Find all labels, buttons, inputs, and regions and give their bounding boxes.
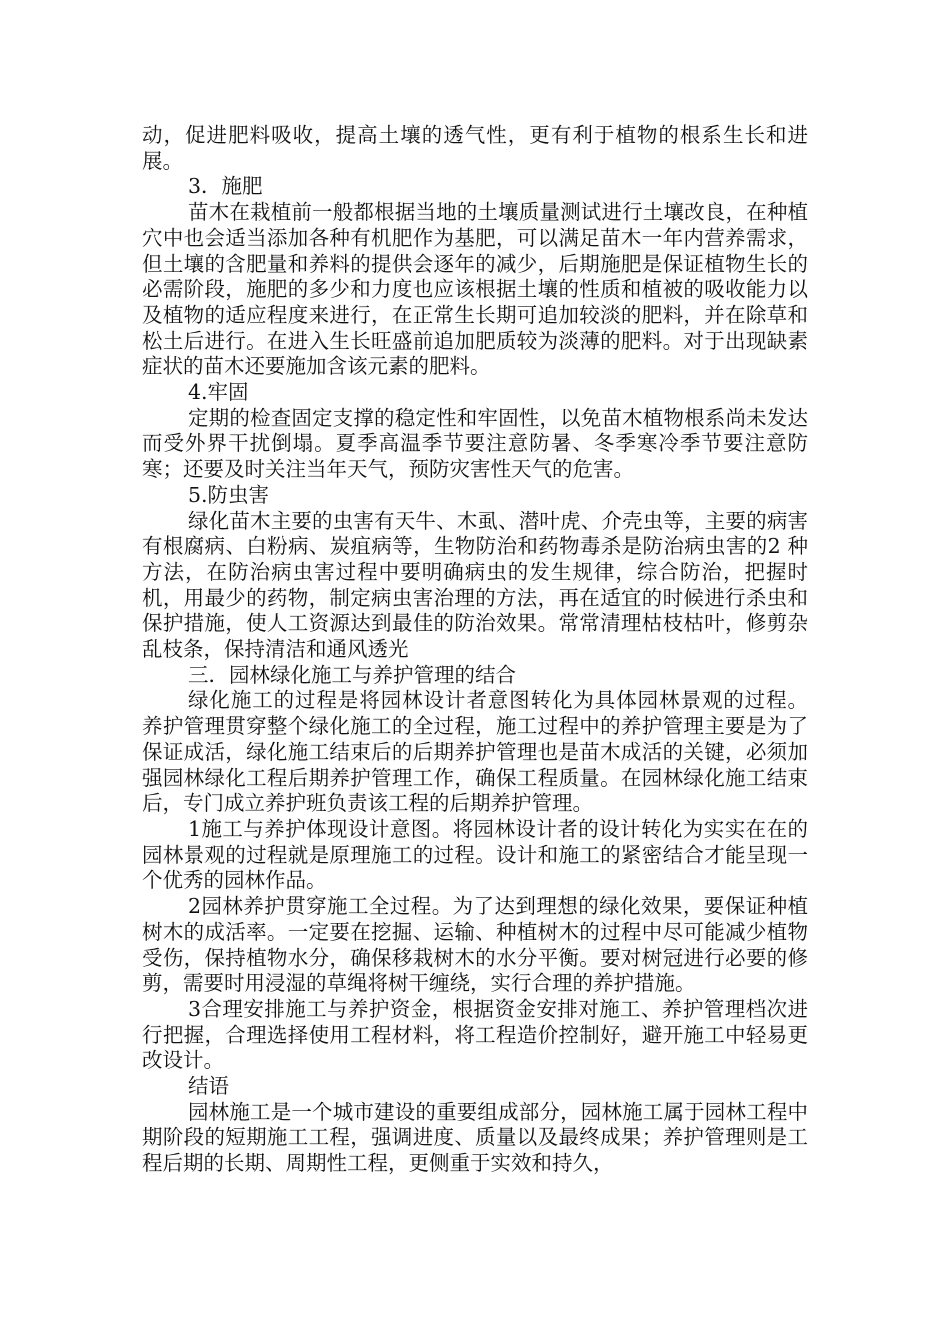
paragraph-point-2: 2园林养护贯穿施工全过程。为了达到理想的绿化效果，要保证种植树木的成活率。一定要在挖掘、运输、种植树木的过程中尽可能减少植物受伤，保持植物水分，确保移栽树木的水分平衡。要对树冠进行必要的修剪，需要时用浸湿的草绳将树干缠绕，实行合理的养护措施。 <box>142 894 808 996</box>
paragraph-securing: 定期的检查固定支撑的稳定性和牢固性，以免苗木植物根系尚未发达而受外界干扰倒塌。夏季高温季节要注意防暑、冬季寒冷季节要注意防寒；还要及时关注当年天气，预防灾害性天气的危害。 <box>142 405 808 482</box>
heading-pest-control: 5.防虫害 <box>188 482 270 507</box>
paragraph-conclusion: 园林施工是一个城市建设的重要组成部分，园林施工属于园林工程中期阶段的短期施工工程，强调进度、质量以及最终成果；养护管理则是工程后期的长期、周期性工程，更侧重于实效和持久， <box>142 1099 808 1176</box>
paragraph-continuation: 动，促进肥料吸收，提高土壤的透气性，更有利于植物的根系生长和进展。 <box>142 123 808 173</box>
paragraph-pest-control: 绿化苗木主要的虫害有天牛、木虱、潜叶虎、介壳虫等，主要的病害有根腐病、白粉病、炭疽病等，生物防治和药物毒杀是防治病虫害的2 种方法，在防治病虫害过程中要明确病虫的发生规律，综合防治，把握时机，用最少的药物，制定病虫害治理的方法，再在适宜的时候进行杀虫和保护措施，使人工资源达到最佳的防治效果。常常清理枯枝枯叶，修剪杂乱枝条，保持清洁和通风透光 <box>142 508 808 662</box>
heading-section-three: 三．园林绿化施工与养护管理的结合 <box>188 662 516 687</box>
heading-securing: 4.牢固 <box>188 380 249 405</box>
heading-fertilizing: 3．施肥 <box>188 174 263 199</box>
paragraph-fertilizing: 苗木在栽植前一般都根据当地的土壤质量测试进行土壤改良，在种植穴中也会适当添加各种有机肥作为基肥，可以满足苗木一年内营养需求，但土壤的含肥量和养料的提供会逐年的减少，后期施肥是保证植物生长的必需阶段，施肥的多少和力度也应该根据土壤的性质和植被的吸收能力以及植物的适应程度来进行，在正常生长期可追加较淡的肥料，并在除草和松土后进行。在进入生长旺盛前追加肥质较为淡薄的肥料。对于出现缺素症状的苗木还要施加含该元素的肥料。 <box>142 200 808 379</box>
heading-conclusion: 结语 <box>188 1074 229 1099</box>
paragraph-section-three: 绿化施工的过程是将园林设计者意图转化为具体园林景观的过程。 养护管理贯穿整个绿化施工的全过程，施工过程中的养护管理主要是为了保证成活，绿化施工结束后的后期养护管理也是苗木成活的关键，必须加强园林绿化工程后期养护管理工作，确保工程质量。在园林绿化施工结束后，专门成立养护班负责该工程的后期养护管理。 <box>142 688 808 816</box>
paragraph-point-3: 3合理安排施工与养护资金，根据资金安排对施工、养护管理档次进行把握，合理选择使用工程材料，将工程造价控制好，避开施工中轻易更改设计。 <box>142 996 808 1073</box>
paragraph-point-1: 1施工与养护体现设计意图。将园林设计者的设计转化为实实在在的园林景观的过程就是原理施工的过程。设计和施工的紧密结合才能呈现一个优秀的园林作品。 <box>142 816 808 893</box>
document-page <box>142 123 808 1177</box>
